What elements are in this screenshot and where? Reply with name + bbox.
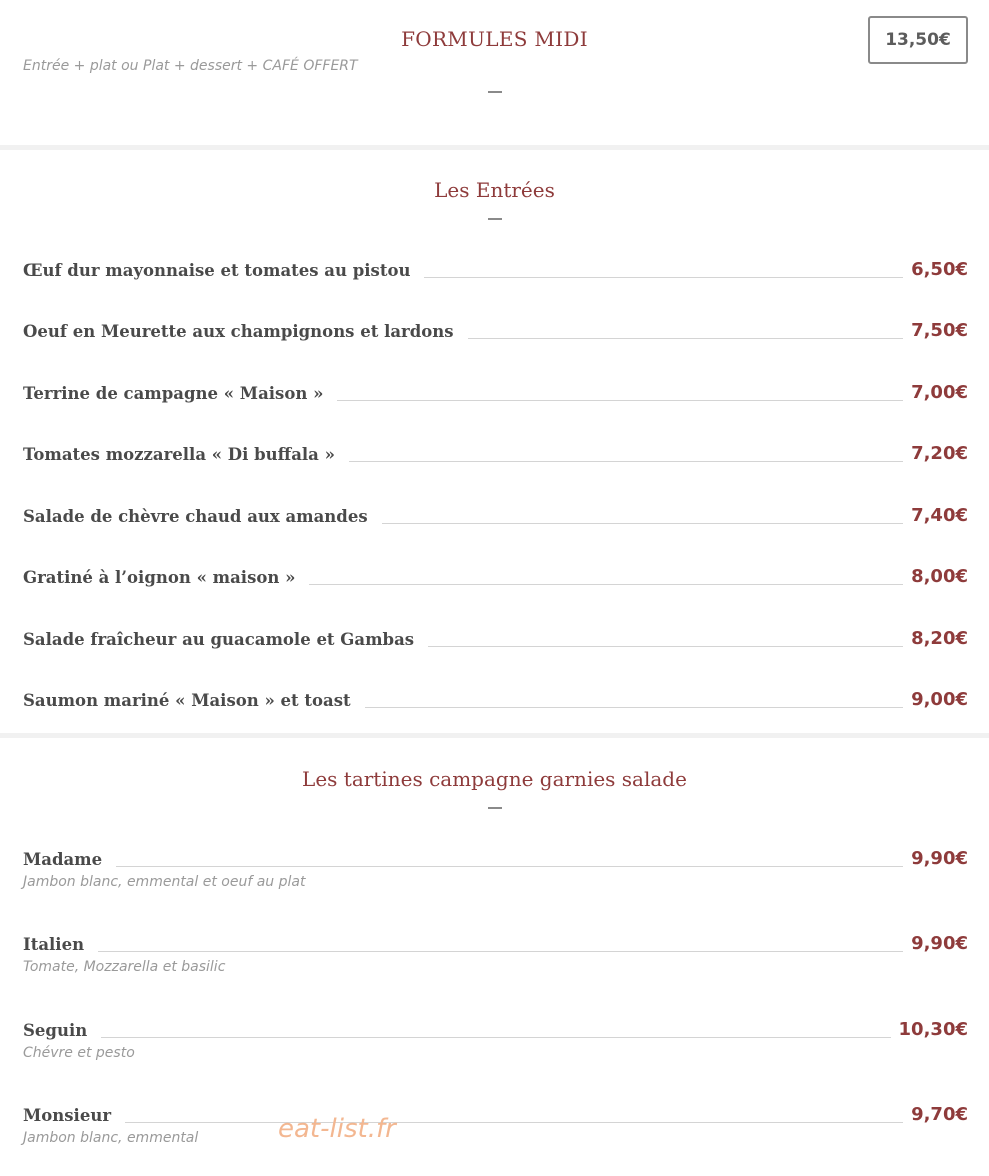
menu-item	[23, 377, 968, 405]
leader-line	[101, 1037, 890, 1038]
menu-item-price: 7,00€	[911, 382, 968, 403]
menu-item-name: Saumon mariné « Maison » et toast	[23, 691, 351, 710]
menu-item-price: 7,20€	[911, 443, 968, 464]
leader-line	[365, 707, 903, 708]
title-divider	[488, 807, 502, 809]
menu-item	[23, 254, 968, 282]
menu-item-price: 9,90€	[911, 933, 968, 954]
title-divider	[488, 91, 502, 93]
menu-item-price: 9,00€	[911, 689, 968, 710]
formule-title: FORMULES MIDI	[401, 27, 588, 51]
leader-line	[428, 646, 903, 647]
watermark: eat-list.fr	[278, 1114, 396, 1144]
menu-item-name: Salade de chèvre chaud aux amandes	[23, 507, 368, 526]
menu-item-description: Jambon blanc, emmental	[23, 1130, 199, 1146]
menu-item-name: Œuf dur mayonnaise et tomates au pistou	[23, 261, 411, 280]
menu-item	[23, 684, 968, 712]
menu-item-price: 8,20€	[911, 628, 968, 649]
menu-item	[23, 1014, 968, 1042]
tartines-section	[0, 738, 989, 1176]
menu-item	[23, 438, 968, 466]
formule-midi-section	[0, 0, 989, 145]
menu-item-name: Seguin	[23, 1021, 88, 1040]
leader-line	[125, 1122, 903, 1123]
menu-item-price: 10,30€	[898, 1019, 968, 1040]
menu-item-name: Oeuf en Meurette aux champignons et lardons	[23, 322, 454, 341]
title-divider	[488, 218, 502, 220]
leader-line	[382, 523, 903, 524]
menu-item	[23, 500, 968, 528]
menu-item	[23, 623, 968, 651]
leader-line	[98, 951, 903, 952]
leader-line	[116, 866, 903, 867]
leader-line	[309, 584, 903, 585]
section-title-entrees: Les Entrées	[434, 178, 555, 202]
menu-item-name: Italien	[23, 935, 85, 954]
menu-item-name: Tomates mozzarella « Di buffala »	[23, 445, 335, 464]
menu-item-description: Tomate, Mozzarella et basilic	[23, 959, 226, 975]
menu-item-price: 8,00€	[911, 566, 968, 587]
leader-line	[337, 400, 903, 401]
menu-item-description: Chévre et pesto	[23, 1045, 135, 1061]
menu-item-price: 6,50€	[911, 259, 968, 280]
menu-item-price: 7,50€	[911, 320, 968, 341]
menu-item-name: Madame	[23, 850, 103, 869]
menu-item	[23, 928, 968, 956]
leader-line	[424, 277, 903, 278]
menu-item-name: Gratiné à l’oignon « maison »	[23, 568, 296, 587]
menu-item-price: 9,70€	[911, 1104, 968, 1125]
menu-item-name: Terrine de campagne « Maison »	[23, 384, 324, 403]
formule-price-badge: 13,50€	[868, 16, 968, 64]
menu-item-price: 7,40€	[911, 505, 968, 526]
entrees-section	[0, 150, 989, 733]
menu-item-name: Monsieur	[23, 1106, 112, 1125]
menu-item	[23, 1099, 968, 1127]
menu-item-price: 9,90€	[911, 848, 968, 869]
formule-description: Entrée + plat ou Plat + dessert + CAFÉ OFFERT	[23, 58, 358, 74]
leader-line	[349, 461, 903, 462]
menu-item-description: Jambon blanc, emmental et oeuf au plat	[23, 874, 306, 890]
menu-item	[23, 315, 968, 343]
leader-line	[468, 338, 903, 339]
menu-item-name: Salade fraîcheur au guacamole et Gambas	[23, 630, 415, 649]
menu-item	[23, 561, 968, 589]
menu-item	[23, 843, 968, 871]
section-title-tartines: Les tartines campagne garnies salade	[302, 767, 687, 791]
